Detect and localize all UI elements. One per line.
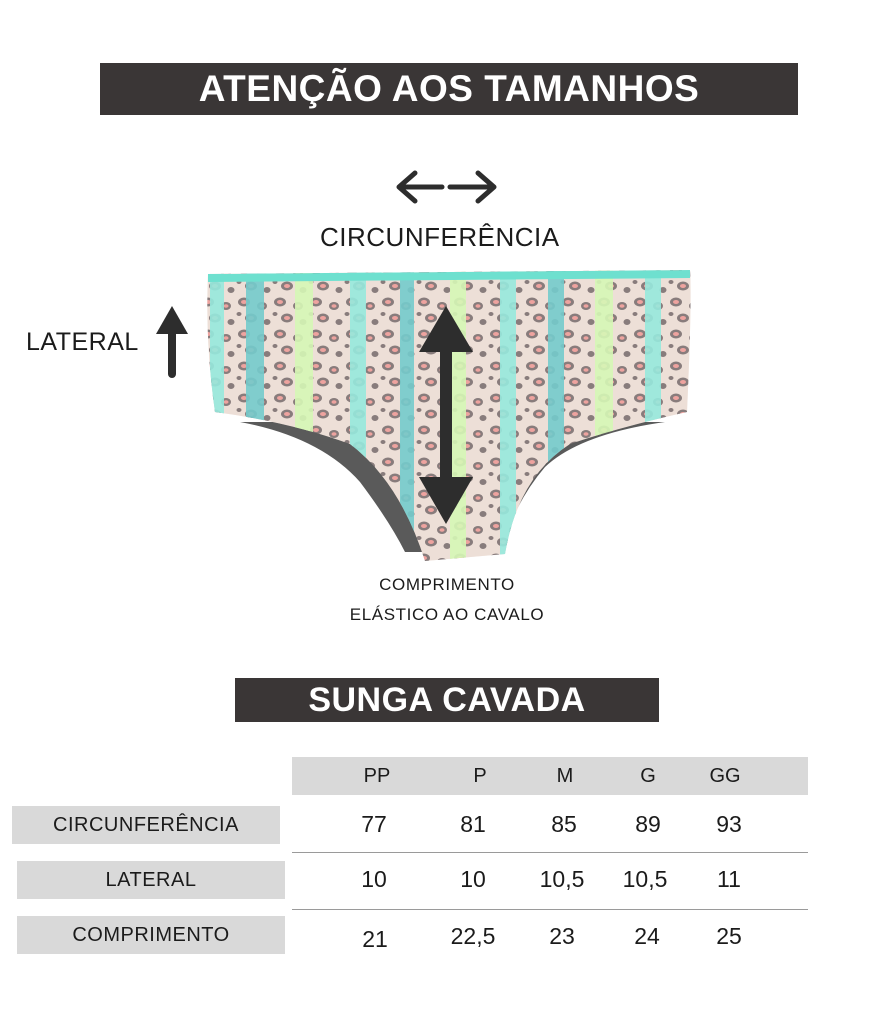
table-cell: 23 — [549, 923, 575, 949]
size-header-g: G — [640, 765, 656, 787]
row-divider — [292, 852, 808, 853]
page-title: ATENÇÃO AOS TAMANHOS — [100, 63, 798, 115]
table-cell: 21 — [362, 926, 388, 952]
table-cell: 25 — [716, 923, 742, 949]
table-cell: 81 — [460, 811, 486, 837]
length-label-line1: COMPRIMENTO — [379, 575, 515, 594]
size-header-gg: GG — [709, 765, 741, 787]
row-divider — [292, 909, 808, 910]
up-arrow-icon — [153, 300, 191, 380]
length-label-line2: ELÁSTICO AO CAVALO — [349, 605, 545, 624]
length-label — [300, 570, 594, 630]
size-header-m: M — [556, 765, 574, 787]
row-label-circumference: CIRCUNFERÊNCIA — [12, 806, 280, 844]
table-cell: 93 — [716, 811, 742, 837]
table-cell: 10,5 — [539, 866, 585, 892]
table-cell: 24 — [634, 923, 660, 949]
row-label-length: COMPRIMENTO — [17, 916, 285, 954]
horizontal-double-arrow-icon — [394, 168, 500, 206]
size-header-pp: PP — [363, 765, 391, 787]
lateral-label: LATERAL — [26, 328, 139, 356]
circumference-label: CIRCUNFERÊNCIA — [320, 222, 560, 252]
table-cell: 22,5 — [450, 923, 496, 949]
table-cell: 10 — [361, 866, 387, 892]
table-cell: 85 — [551, 811, 577, 837]
swim-brief-image — [200, 262, 700, 572]
table-cell: 10,5 — [622, 866, 668, 892]
table-cell: 10 — [460, 866, 486, 892]
table-cell: 11 — [717, 866, 741, 892]
table-cell: 89 — [635, 811, 661, 837]
table-cell: 77 — [361, 811, 387, 837]
size-header-p: P — [473, 765, 487, 787]
row-label-lateral: LATERAL — [17, 861, 285, 899]
section-title: SUNGA CAVADA — [235, 678, 659, 722]
